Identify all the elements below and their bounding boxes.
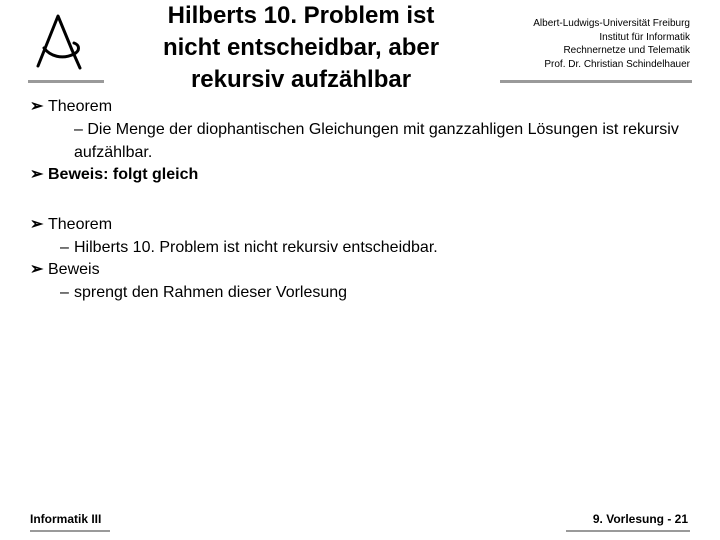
title-line: rekursiv aufzählbar [190, 66, 412, 93]
footer-course: Informatik III [30, 512, 102, 526]
bullet-label: Theorem [48, 98, 113, 115]
sub-bullet-text: – Die Menge der diophantischen Gleichungen mit ganzzahligen Lösungen ist rekursiv aufzählbar. [74, 121, 679, 161]
sub-bullet [30, 236, 690, 259]
title-line: nicht entscheidbar, aber [162, 34, 440, 61]
arrow-bullet-icon: ➢ [30, 98, 44, 115]
bullet-proof-2 [30, 259, 690, 281]
bullet-label: Beweis [48, 261, 100, 278]
institution-line: Rechnernetze und Telematik [563, 45, 690, 56]
institution-line: Albert-Ludwigs-Universität Freiburg [533, 18, 690, 29]
title-line: Hilberts 10. Problem ist [167, 2, 435, 29]
dash-marker: – [60, 284, 69, 301]
bullet-proof-1 [30, 164, 690, 186]
sub-bullet [30, 118, 690, 164]
bullet-theorem-2 [30, 214, 690, 236]
arrow-bullet-icon: ➢ [30, 216, 44, 233]
header-rule-right [500, 80, 692, 83]
dash-marker: – [60, 239, 69, 256]
institution-line: Prof. Dr. Christian Schindelhauer [544, 58, 690, 70]
sub-bullet-text: Hilberts 10. Problem ist nicht rekursiv entscheidbar. [74, 239, 438, 256]
footer-rule-right [566, 530, 690, 532]
sub-bullet-text: sprengt den Rahmen dieser Vorlesung [74, 284, 348, 301]
footer-page-number: 9. Vorlesung - 21 [592, 512, 688, 526]
bullet-theorem-1 [30, 96, 690, 118]
header-rule-left [28, 80, 104, 83]
university-logo-icon [28, 10, 92, 74]
footer-rule-left [30, 530, 110, 532]
institution-line: Institut für Informatik [599, 31, 690, 43]
slide-content [30, 96, 690, 304]
arrow-bullet-icon: ➢ [30, 261, 44, 278]
bullet-label: Theorem [48, 216, 113, 233]
slide-title [120, 0, 482, 96]
institution-block [470, 17, 690, 71]
sub-bullet [30, 281, 690, 304]
bullet-label: Beweis: folgt gleich [48, 166, 199, 183]
arrow-bullet-icon: ➢ [30, 166, 44, 183]
